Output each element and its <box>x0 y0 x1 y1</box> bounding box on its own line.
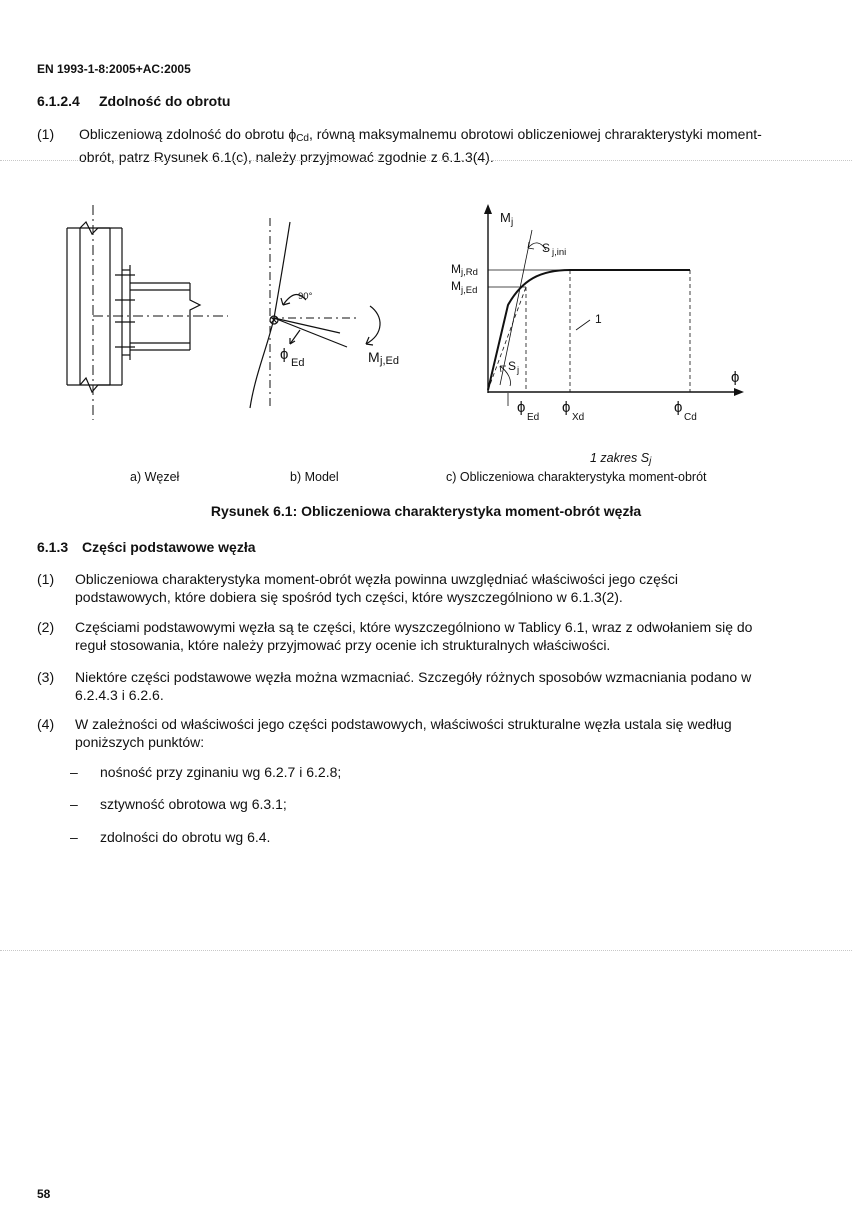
phi-ed-label: ϕ <box>517 399 526 416</box>
paragraph-text: Niektóre części podstawowe węzła można wzmacniać. Szczegóły różnych sposobów wzmacniania podano w 6.2.4.3 i 6.2.6. <box>75 669 752 703</box>
mj-rd-subscript: j,Rd <box>461 267 478 278</box>
mj-ed-label: M <box>451 279 461 293</box>
bullet-dash: – <box>70 764 78 780</box>
angle-label: 90° <box>298 291 313 302</box>
s-ini-subscript: j,ini <box>552 247 567 258</box>
paragraph-number: (1) <box>37 571 55 587</box>
document-header: EN 1993-1-8:2005+AC:2005 <box>37 62 191 76</box>
bullet-text: sztywność obrotowa wg 6.3.1; <box>100 796 287 812</box>
range-marker-label: 1 <box>595 312 602 326</box>
phi-ed-subscript: Ed <box>527 412 540 423</box>
model-moment-label: M <box>368 349 380 365</box>
mj-rd-label: M <box>451 262 461 276</box>
paragraph-number: (2) <box>37 619 55 635</box>
caption-a: a) Węzeł <box>130 470 180 484</box>
paragraph-number: (3) <box>37 669 55 685</box>
section-title: Części podstawowe węzła <box>82 539 256 555</box>
model-drawing <box>250 218 380 410</box>
paragraph-text: Częściami podstawowymi węzła są te części, które wyszczególniono w Tablicy 6.1, wraz z odwołaniem się do reguł stosowania, które należy przyjmować przy ocenie ich strukturalnych właściwości. <box>75 619 753 653</box>
chart-y-axis-subscript: j <box>511 217 514 228</box>
phi-cd-label: ϕ <box>674 399 683 416</box>
page-number: 58 <box>37 1187 51 1201</box>
figure-title: Rysunek 6.1: Obliczeniowa charakterystyka moment-obrót węzła <box>210 503 642 519</box>
paragraph-text: W zależności od właściwości jego części podstawowych, właściwości strukturalne węzła ustala się według poniższych punktów: <box>75 716 732 750</box>
paragraph-number: (4) <box>37 716 55 732</box>
s-ini-label: S <box>542 241 551 255</box>
model-moment-subscript: j,Ed <box>380 355 399 367</box>
section-heading-6-1-3 <box>37 539 256 555</box>
bullet-text: zdolności do obrotu wg 6.4. <box>100 829 271 845</box>
s-j-subscript: j <box>517 365 520 376</box>
legend-text: 1 zakres S <box>590 451 650 465</box>
phi-xd-label: ϕ <box>562 399 571 416</box>
divider <box>0 950 852 951</box>
figure-6-1 <box>0 0 852 500</box>
caption-b: b) Model <box>290 470 339 484</box>
mj-ed-subscript: j,Ed <box>461 285 478 296</box>
legend-subscript: j <box>649 456 652 467</box>
chart-y-axis-label: M <box>500 210 511 225</box>
chart-x-axis-label: ϕ <box>731 369 740 386</box>
bullet-dash: – <box>70 796 78 812</box>
paragraph-number: (1) <box>37 126 55 142</box>
section-number: 6.1.2.4 <box>37 93 80 109</box>
section-number: 6.1.3 <box>37 539 69 555</box>
bullet-text: nośność przy zginaniu wg 6.2.7 i 6.2.8; <box>100 764 342 780</box>
figure-legend <box>590 451 651 467</box>
phi-symbol: ϕ <box>288 126 297 142</box>
moment-rotation-chart <box>484 204 744 406</box>
model-phi-label: ϕ <box>280 346 289 363</box>
s-j-label: S <box>508 359 517 373</box>
paragraph-text: Obliczeniowa charakterystyka moment-obrót węzła powinna uwzględniać właściwości jego części podstawowych, które dobiera się spośród tych części, które wyszczególniono w 6.1.3(2). <box>75 571 679 605</box>
paragraph-text-part-a: Obliczeniową zdolność do obrotu <box>79 126 289 142</box>
phi-cd-subscript: Cd <box>684 412 697 423</box>
phi-subscript: Cd <box>296 133 309 144</box>
caption-c: c) Obliczeniowa charakterystyka moment-obrót <box>446 470 707 484</box>
joint-drawing <box>67 205 228 420</box>
section-title: Zdolność do obrotu <box>99 93 231 109</box>
paragraph-text-part-b: , równą maksymalnemu obrotowi obliczeniowej chrarakterystyki moment-obrót, patrz Rysunek 6.1(c), należy przyjmować zgodnie z 6.1.3(4). <box>79 126 762 165</box>
model-phi-subscript: Ed <box>291 357 305 369</box>
bullet-dash: – <box>70 829 78 845</box>
phi-xd-subscript: Xd <box>572 412 585 423</box>
